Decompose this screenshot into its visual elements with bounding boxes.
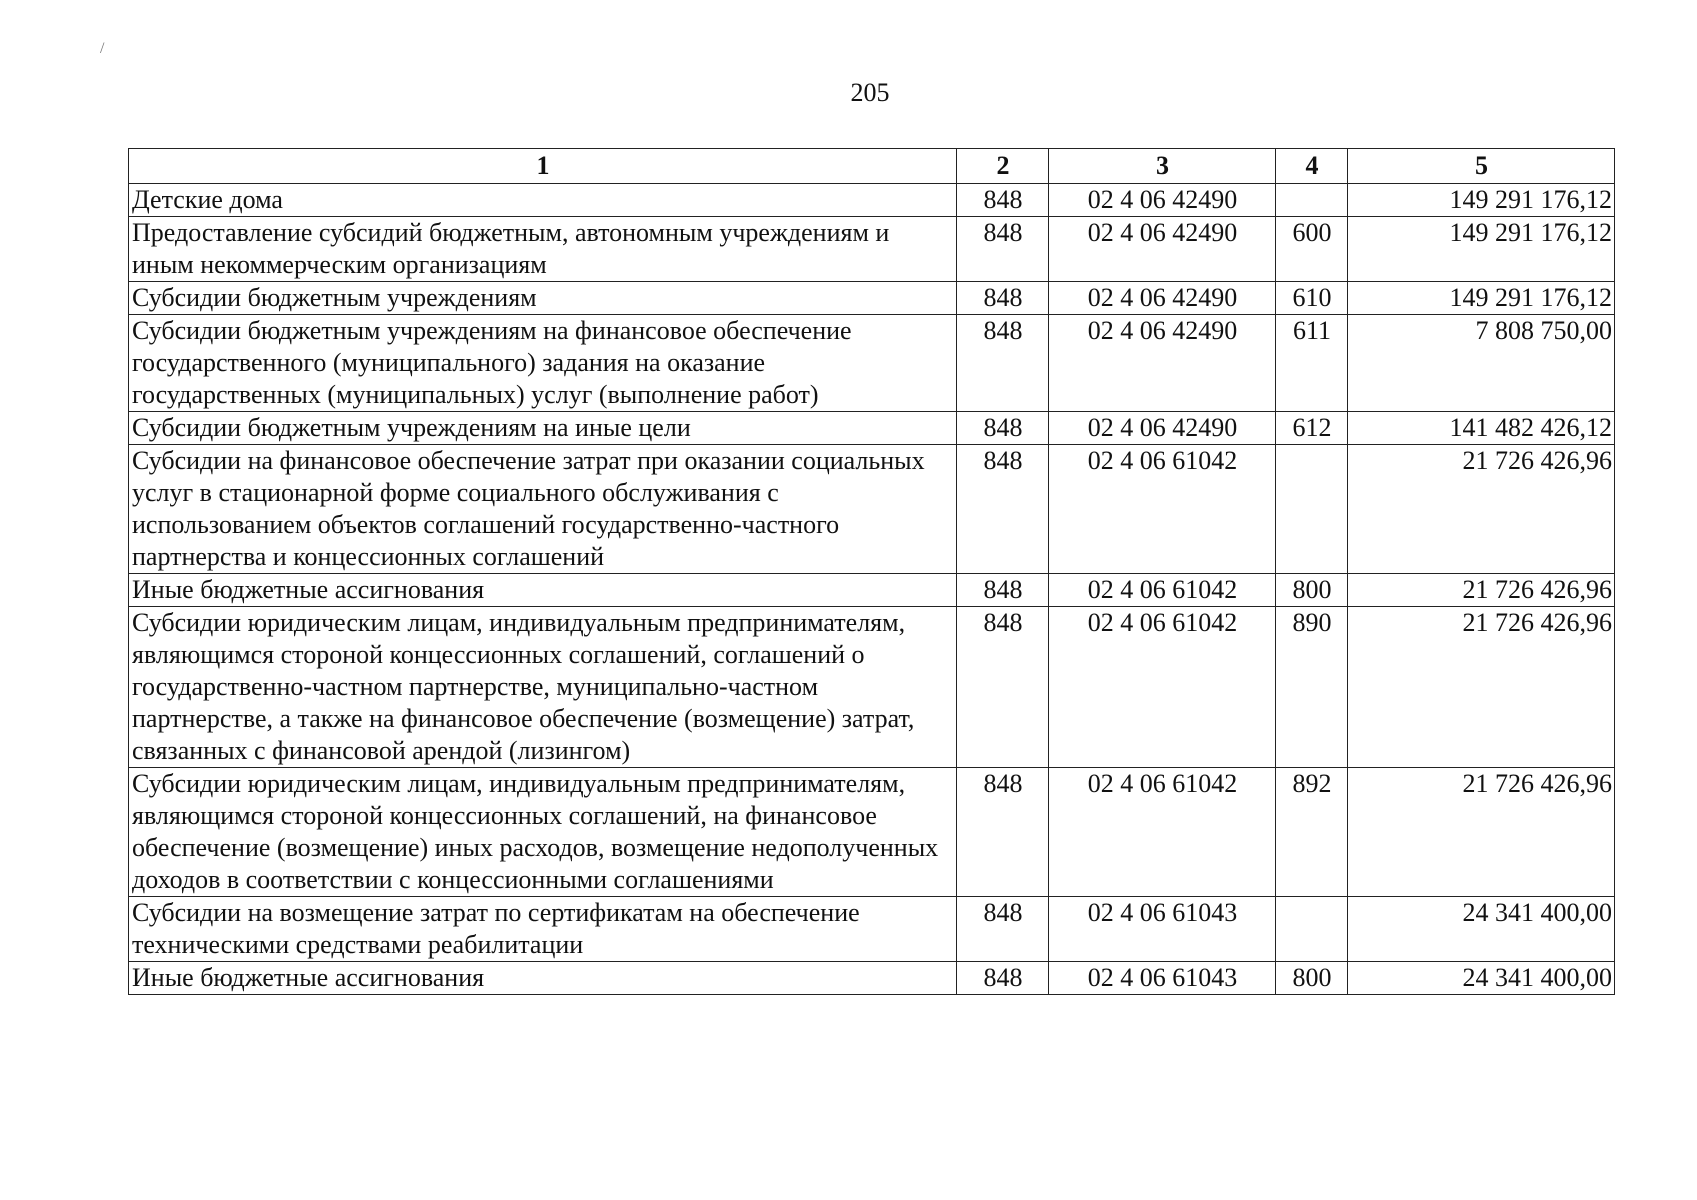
row-code-2: 848 (957, 768, 1049, 897)
row-amount: 149 291 176,12 (1348, 282, 1615, 315)
row-code-3: 02 4 06 42490 (1049, 217, 1276, 282)
row-amount: 21 726 426,96 (1348, 445, 1615, 574)
row-amount: 21 726 426,96 (1348, 768, 1615, 897)
scan-mark: / (100, 40, 105, 57)
row-name: Субсидии бюджетным учреждениям на финансовое обеспечение государственного (муниципального) задания на оказание государственных (муниципальных) услуг (выполнение работ) (129, 315, 957, 412)
row-code-4: 892 (1276, 768, 1348, 897)
row-name: Субсидии юридическим лицам, индивидуальным предпринимателям, являющимся стороной концессионных соглашений, соглашений о государственно-частном партнерстве, муниципально-частном партнерстве, а также на финансовое обеспечение (возмещение) затрат, связанных с финансовой арендой (лизингом) (129, 607, 957, 768)
table-row (129, 768, 1615, 897)
row-code-3: 02 4 06 42490 (1049, 184, 1276, 217)
row-name: Субсидии бюджетным учреждениям (129, 282, 957, 315)
row-code-2: 848 (957, 217, 1049, 282)
row-name: Субсидии на финансовое обеспечение затрат при оказании социальных услуг в стационарной форме социального обслуживания с использованием объектов соглашений государственно-частного партнерства и концессионных соглашений (129, 445, 957, 574)
row-code-2: 848 (957, 607, 1049, 768)
row-code-4: 600 (1276, 217, 1348, 282)
table-row (129, 282, 1615, 315)
table-row (129, 607, 1615, 768)
row-code-4: 800 (1276, 574, 1348, 607)
row-code-2: 848 (957, 412, 1049, 445)
row-amount: 149 291 176,12 (1348, 184, 1615, 217)
table-header (129, 149, 1615, 184)
row-code-3: 02 4 06 61042 (1049, 607, 1276, 768)
budget-table (128, 148, 1615, 995)
row-amount: 21 726 426,96 (1348, 574, 1615, 607)
table-row (129, 217, 1615, 282)
row-code-4: 800 (1276, 962, 1348, 995)
header-row (129, 149, 1615, 184)
row-name: Предоставление субсидий бюджетным, автономным учреждениям и иным некоммерческим организациям (129, 217, 957, 282)
row-code-3: 02 4 06 42490 (1049, 315, 1276, 412)
row-code-2: 848 (957, 184, 1049, 217)
row-name: Детские дома (129, 184, 957, 217)
row-code-4: 611 (1276, 315, 1348, 412)
row-amount: 141 482 426,12 (1348, 412, 1615, 445)
row-code-2: 848 (957, 897, 1049, 962)
header-col-3: 3 (1049, 149, 1276, 184)
row-code-2: 848 (957, 315, 1049, 412)
row-amount: 24 341 400,00 (1348, 962, 1615, 995)
row-code-2: 848 (957, 445, 1049, 574)
row-name: Иные бюджетные ассигнования (129, 962, 957, 995)
row-amount: 7 808 750,00 (1348, 315, 1615, 412)
table-row (129, 962, 1615, 995)
row-code-2: 848 (957, 282, 1049, 315)
row-amount: 149 291 176,12 (1348, 217, 1615, 282)
page-number: 205 (850, 78, 890, 107)
row-code-4 (1276, 445, 1348, 574)
row-code-3: 02 4 06 61042 (1049, 574, 1276, 607)
row-code-4 (1276, 897, 1348, 962)
row-code-4: 890 (1276, 607, 1348, 768)
header-col-4: 4 (1276, 149, 1348, 184)
row-amount: 21 726 426,96 (1348, 607, 1615, 768)
row-code-4: 610 (1276, 282, 1348, 315)
row-code-3: 02 4 06 42490 (1049, 282, 1276, 315)
row-name: Субсидии юридическим лицам, индивидуальным предпринимателям, являющимся стороной концессионных соглашений, на финансовое обеспечение (возмещение) иных расходов, возмещение недополученных доходов в соответствии с концессионными соглашениями (129, 768, 957, 897)
row-name: Субсидии бюджетным учреждениям на иные цели (129, 412, 957, 445)
row-name: Иные бюджетные ассигнования (129, 574, 957, 607)
header-col-2: 2 (957, 149, 1049, 184)
row-code-2: 848 (957, 574, 1049, 607)
table-row (129, 315, 1615, 412)
header-col-1: 1 (129, 149, 957, 184)
row-code-3: 02 4 06 61043 (1049, 962, 1276, 995)
table-row (129, 184, 1615, 217)
table-row (129, 445, 1615, 574)
row-code-4: 612 (1276, 412, 1348, 445)
header-col-5: 5 (1348, 149, 1615, 184)
row-code-3: 02 4 06 61042 (1049, 768, 1276, 897)
table-row (129, 574, 1615, 607)
row-name: Субсидии на возмещение затрат по сертификатам на обеспечение техническими средствами реабилитации (129, 897, 957, 962)
row-code-3: 02 4 06 61042 (1049, 445, 1276, 574)
row-code-4 (1276, 184, 1348, 217)
row-code-3: 02 4 06 61043 (1049, 897, 1276, 962)
row-amount: 24 341 400,00 (1348, 897, 1615, 962)
table-row (129, 412, 1615, 445)
table-row (129, 897, 1615, 962)
row-code-3: 02 4 06 42490 (1049, 412, 1276, 445)
table-body (129, 184, 1615, 995)
row-code-2: 848 (957, 962, 1049, 995)
